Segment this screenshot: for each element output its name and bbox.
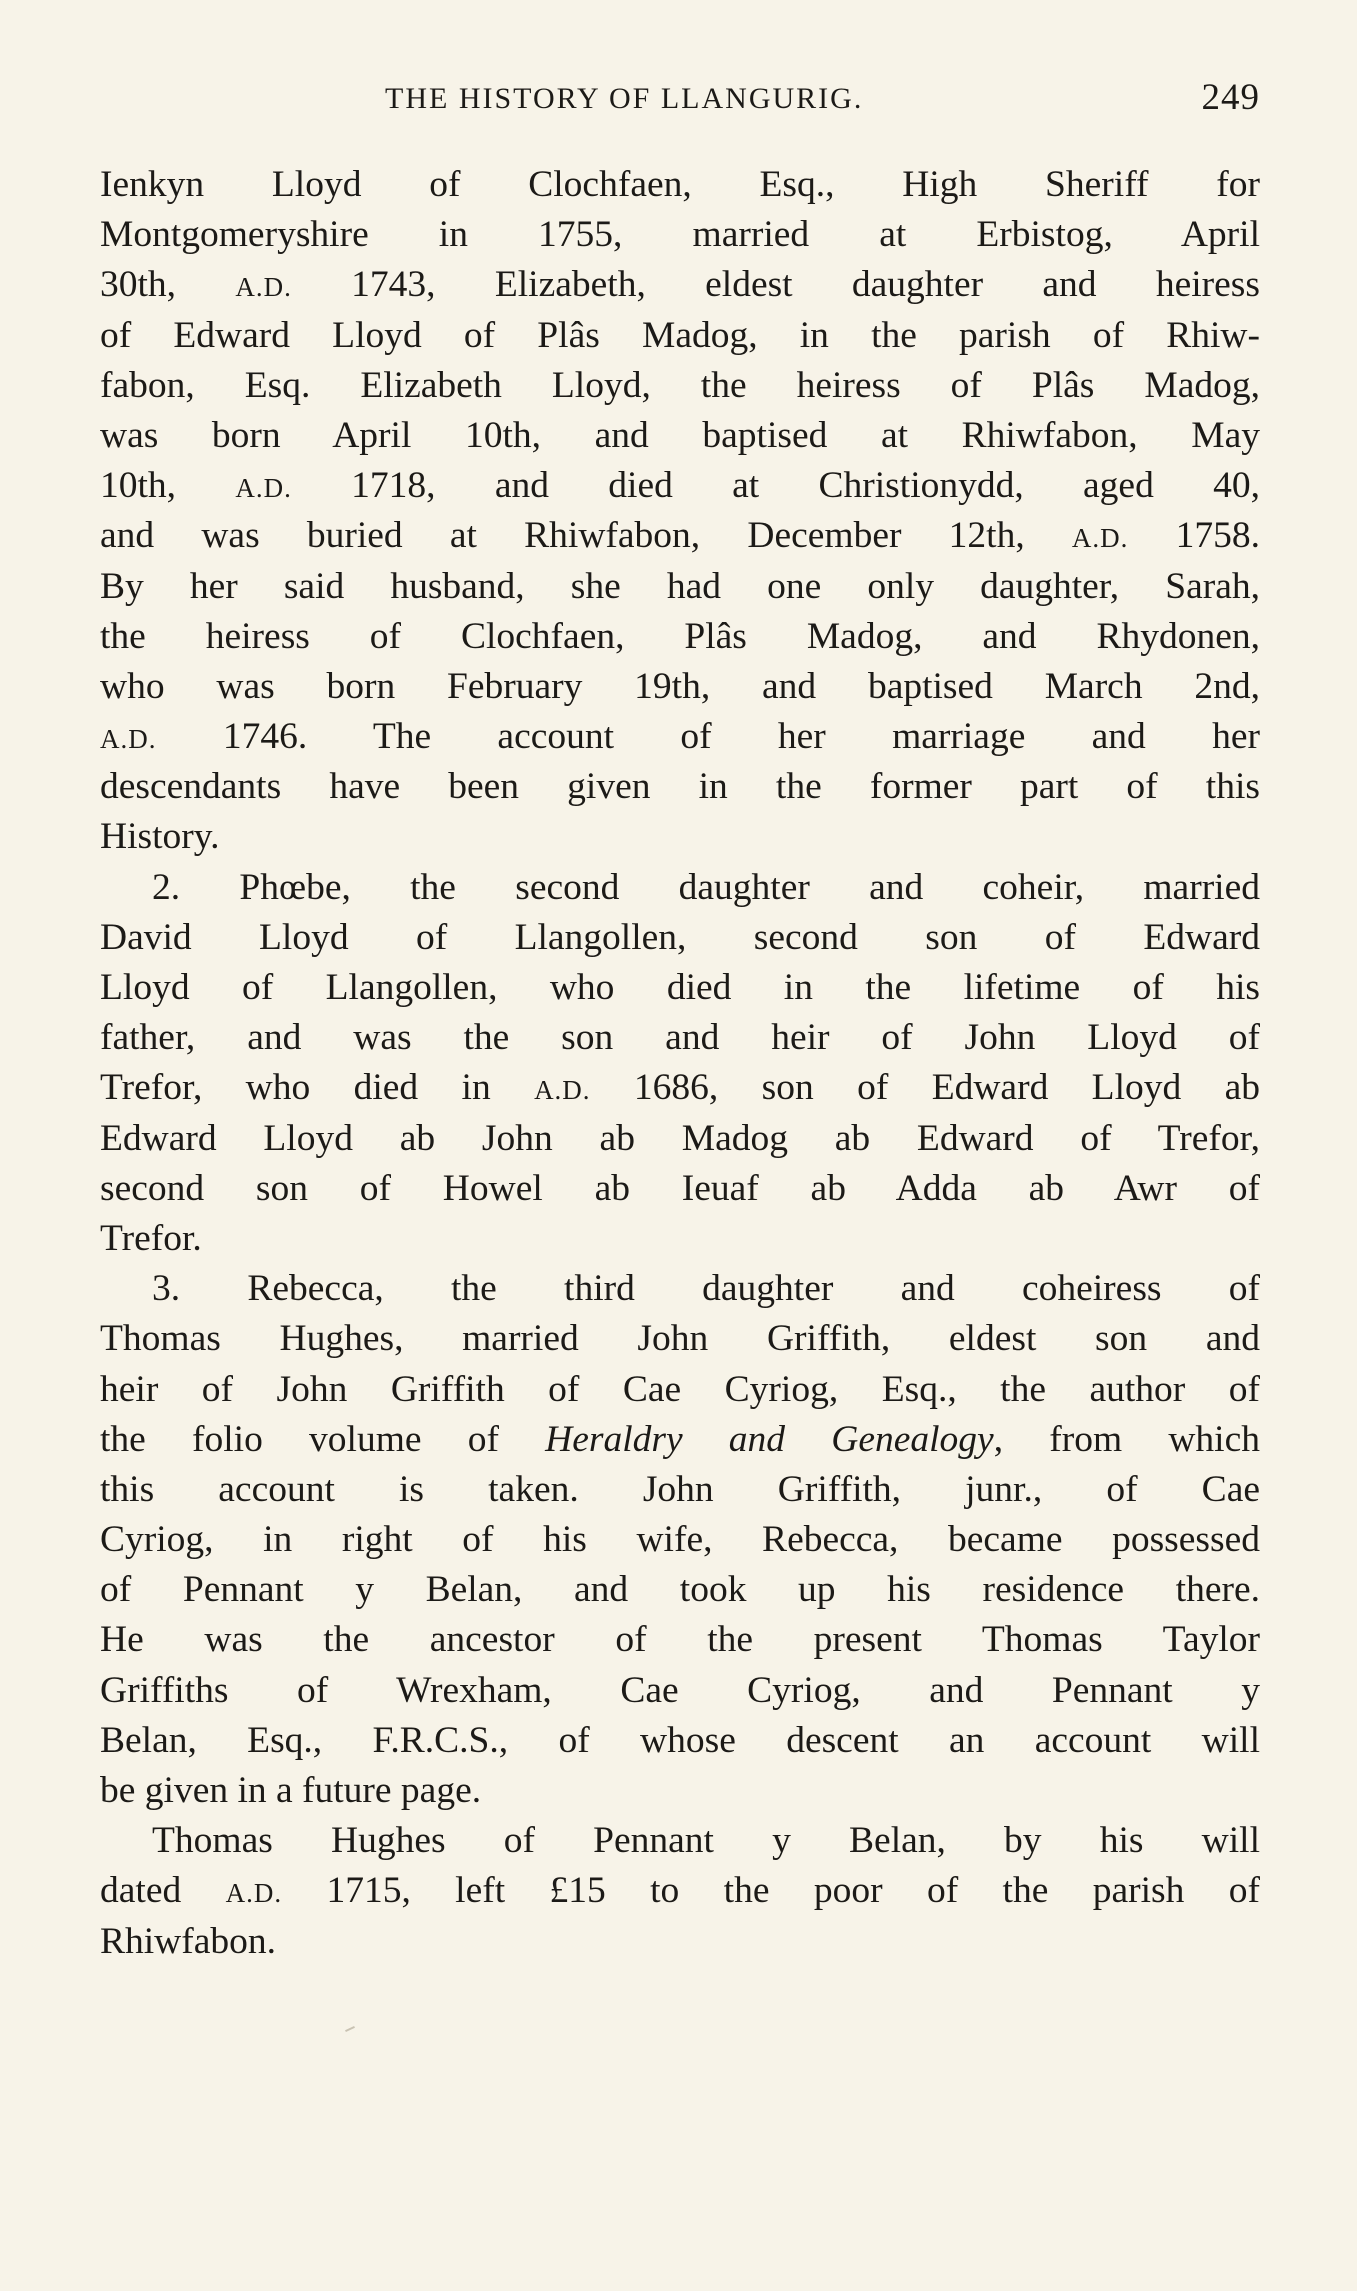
anno-domini-abbreviation: A.D. [1071,523,1129,554]
running-title: THE HISTORY OF LLANGURIG. [385,82,864,115]
text-line: Lloyd of Llangollen, who died in the lifetime of his [100,967,1260,1008]
paragraph-start-line: 3. Rebecca, the third daughter and coheiress of [152,1268,1260,1310]
text-line: Thomas Hughes, married John Griffith, eldest son and [100,1318,1260,1360]
text-line: By her said husband, she had one only daughter, Sarah, [100,565,1260,607]
anno-domini-abbreviation: A.D. [225,1878,283,1909]
text-line: Belan, Esq., F.R.C.S., of whose descent an account will [100,1719,1260,1761]
body-text [100,160,1260,1967]
text-line: dated A.D. 1715, left £15 to the poor of the parish of [100,1870,1260,1912]
text-line: Rhiwfabon. [100,1920,277,1962]
text-line: of Edward Lloyd of Plâs Madog, in the parish of Rhiw- [100,314,1260,356]
anno-domini-abbreviation: A.D. [235,473,292,504]
paragraph-start-line: Thomas Hughes of Pennant y Belan, by his will [152,1820,1260,1862]
text-line: and was buried at Rhiwfabon, December 12th, A.D. 1758. [100,515,1260,557]
text-line: the heiress of Clochfaen, Plâs Madog, and Rhydonen, [100,615,1260,657]
text-line: Montgomeryshire in 1755, married at Erbistog, April [100,214,1260,256]
text-line: father, and was the son and heir of John Lloyd of [100,1017,1260,1059]
text-line: of Pennant y Belan, and took up his residence there. [100,1569,1260,1611]
anno-domini-abbreviation: A.D. [235,272,292,303]
text-line: 10th, A.D. 1718, and died at Christionydd, aged 40, [100,465,1260,507]
text-line: Cyriog, in right of his wife, Rebecca, became possessed [100,1519,1260,1561]
text-line: who was born February 19th, and baptised March 2nd, [100,665,1260,707]
page-number: 249 [1201,77,1260,118]
text-line: this account is taken. John Griffith, junr., of Cae [100,1468,1260,1510]
running-head [100,76,1260,126]
text-line: fabon, Esq. Elizabeth Lloyd, the heiress of Plâs Madog, [100,364,1260,406]
text-line: A.D. 1746. The account of her marriage and her [100,716,1260,758]
text-line: History. [100,816,220,858]
text-line: descendants have been given in the former part of this [100,766,1260,808]
text-line: was born April 10th, and baptised at Rhiwfabon, May [100,414,1260,456]
anno-domini-abbreviation: A.D. [534,1075,591,1106]
text-line: He was the ancestor of the present Thomas Taylor [100,1619,1260,1661]
text-line: Griffiths of Wrexham, Cae Cyriog, and Pennant y [100,1669,1260,1711]
text-line: Ienkyn Lloyd of Clochfaen, Esq., High Sheriff for [100,164,1260,205]
paragraph-start-line: 2. Phœbe, the second daughter and coheir, married [152,866,1260,908]
text-line: Edward Lloyd ab John ab Madog ab Edward of Trefor, [100,1117,1260,1159]
text-line: Trefor. [100,1217,202,1259]
text-line: be given in a future page. [100,1770,482,1811]
book-title-italic: Heraldry and Genealogy [545,1418,994,1460]
text-line: David Lloyd of Llangollen, second son of Edward [100,916,1260,958]
text-line: the folio volume of Heraldry and Genealogy, from which [100,1418,1260,1460]
anno-domini-abbreviation: A.D. [100,724,157,755]
text-line: heir of John Griffith of Cae Cyriog, Esq., the author of [100,1368,1260,1410]
text-line: 30th, A.D. 1743, Elizabeth, eldest daughter and heiress [100,264,1260,306]
text-line: Trefor, who died in A.D. 1686, son of Edward Lloyd ab [100,1067,1260,1109]
paper-speck [345,2026,355,2032]
text-line: second son of Howel ab Ieuaf ab Adda ab Awr of [100,1167,1260,1209]
